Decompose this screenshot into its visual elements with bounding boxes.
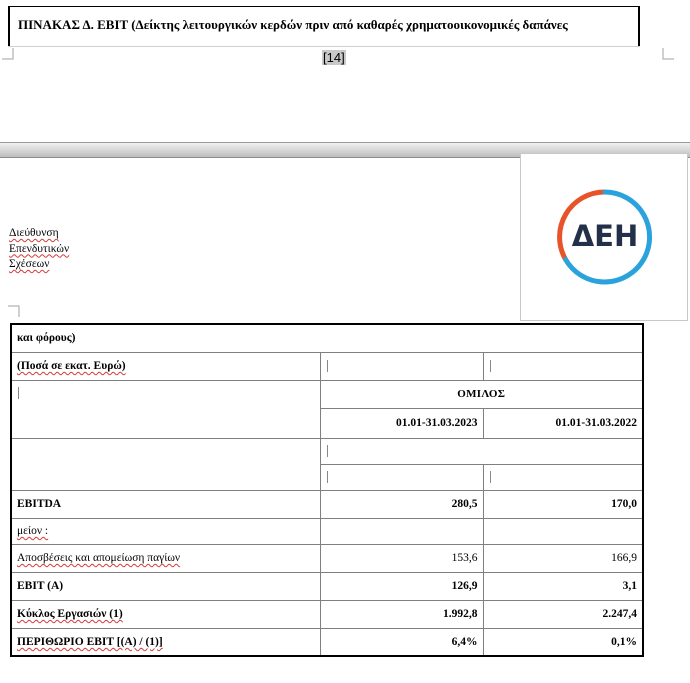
row-label: Κύκλος Εργασιών (1) <box>17 608 123 620</box>
page-number <box>322 50 346 65</box>
table-row <box>11 518 643 544</box>
row-label-cell <box>11 628 320 656</box>
value-2022: 170,0 <box>483 490 643 518</box>
cell-marker <box>327 360 328 372</box>
table-title-continued: και φόρους) <box>11 324 643 352</box>
company-logo-frame <box>520 153 688 321</box>
row-label: EBIT (A) <box>11 572 320 600</box>
row-label-cell <box>11 518 320 544</box>
value-2022: 3,1 <box>483 572 643 600</box>
table-row <box>11 490 643 518</box>
row-label-cell <box>11 544 320 572</box>
margin-corner-mark-left <box>2 48 14 60</box>
empty-cell <box>320 464 483 490</box>
page-number-text: [14] <box>323 50 345 65</box>
row-label: EBITDA <box>11 490 320 518</box>
value-2022 <box>483 518 643 544</box>
table-row <box>11 628 643 656</box>
cell-marker <box>490 471 491 483</box>
empty-cell <box>320 438 643 464</box>
empty-cell <box>320 352 483 380</box>
value-2023: 280,5 <box>320 490 483 518</box>
value-2022: 0,1% <box>483 628 643 656</box>
cell-marker <box>327 445 328 457</box>
ebit-table <box>10 323 644 657</box>
dei-logo <box>556 188 654 286</box>
amounts-note: (Ποσά σε εκατ. Ευρώ) <box>17 360 126 372</box>
table-title-box <box>8 6 640 46</box>
value-2022: 2.247,4 <box>483 600 643 628</box>
logo-text: ΔΕΗ <box>571 219 639 253</box>
header-line: Επενδυτικών <box>9 242 70 255</box>
page-header-text <box>9 226 69 273</box>
header-line: Διεύθυνση <box>9 227 59 239</box>
empty-cell <box>483 352 643 380</box>
table-title: ΠΙΝΑΚΑΣ Δ. EBIT (Δείκτης λειτουργικών κερδών πριν από καθαρές χρηματοοικονομικές δαπάνες <box>18 17 568 32</box>
title-underline <box>8 46 640 47</box>
row-label: Αποσβέσεις και απομείωση παγίων <box>17 552 181 564</box>
value-2023: 6,4% <box>320 628 483 656</box>
period-header-2023: 01.01-31.03.2023 <box>320 408 483 438</box>
table-row <box>11 324 643 352</box>
table-row <box>11 544 643 572</box>
table-row <box>11 600 643 628</box>
cell-marker <box>18 387 19 399</box>
cell-marker <box>490 360 491 372</box>
empty-cell <box>11 438 320 490</box>
table-row <box>11 438 643 464</box>
row-label: μείον : <box>17 525 49 537</box>
value-2023: 126,9 <box>320 572 483 600</box>
empty-cell <box>483 464 643 490</box>
value-2023: 153,6 <box>320 544 483 572</box>
table-row <box>11 572 643 600</box>
previous-page <box>0 0 690 142</box>
group-header: ΟΜΙΛΟΣ <box>320 380 643 408</box>
table-row <box>11 380 643 408</box>
value-2022: 166,9 <box>483 544 643 572</box>
row-label: ΠΕΡΙΘΩΡΙΟ EBIT [(A) / (1)] <box>17 635 163 648</box>
amounts-note-cell <box>11 352 320 380</box>
row-label-cell <box>11 600 320 628</box>
empty-cell <box>11 380 320 438</box>
margin-corner-mark-left <box>8 305 20 317</box>
header-line: Σχέσεων <box>9 258 50 270</box>
table-row <box>11 352 643 380</box>
margin-corner-mark-right <box>662 48 674 60</box>
value-2023: 1.992,8 <box>320 600 483 628</box>
value-2023 <box>320 518 483 544</box>
cell-marker <box>327 471 328 483</box>
period-header-2022: 01.01-31.03.2022 <box>483 408 643 438</box>
